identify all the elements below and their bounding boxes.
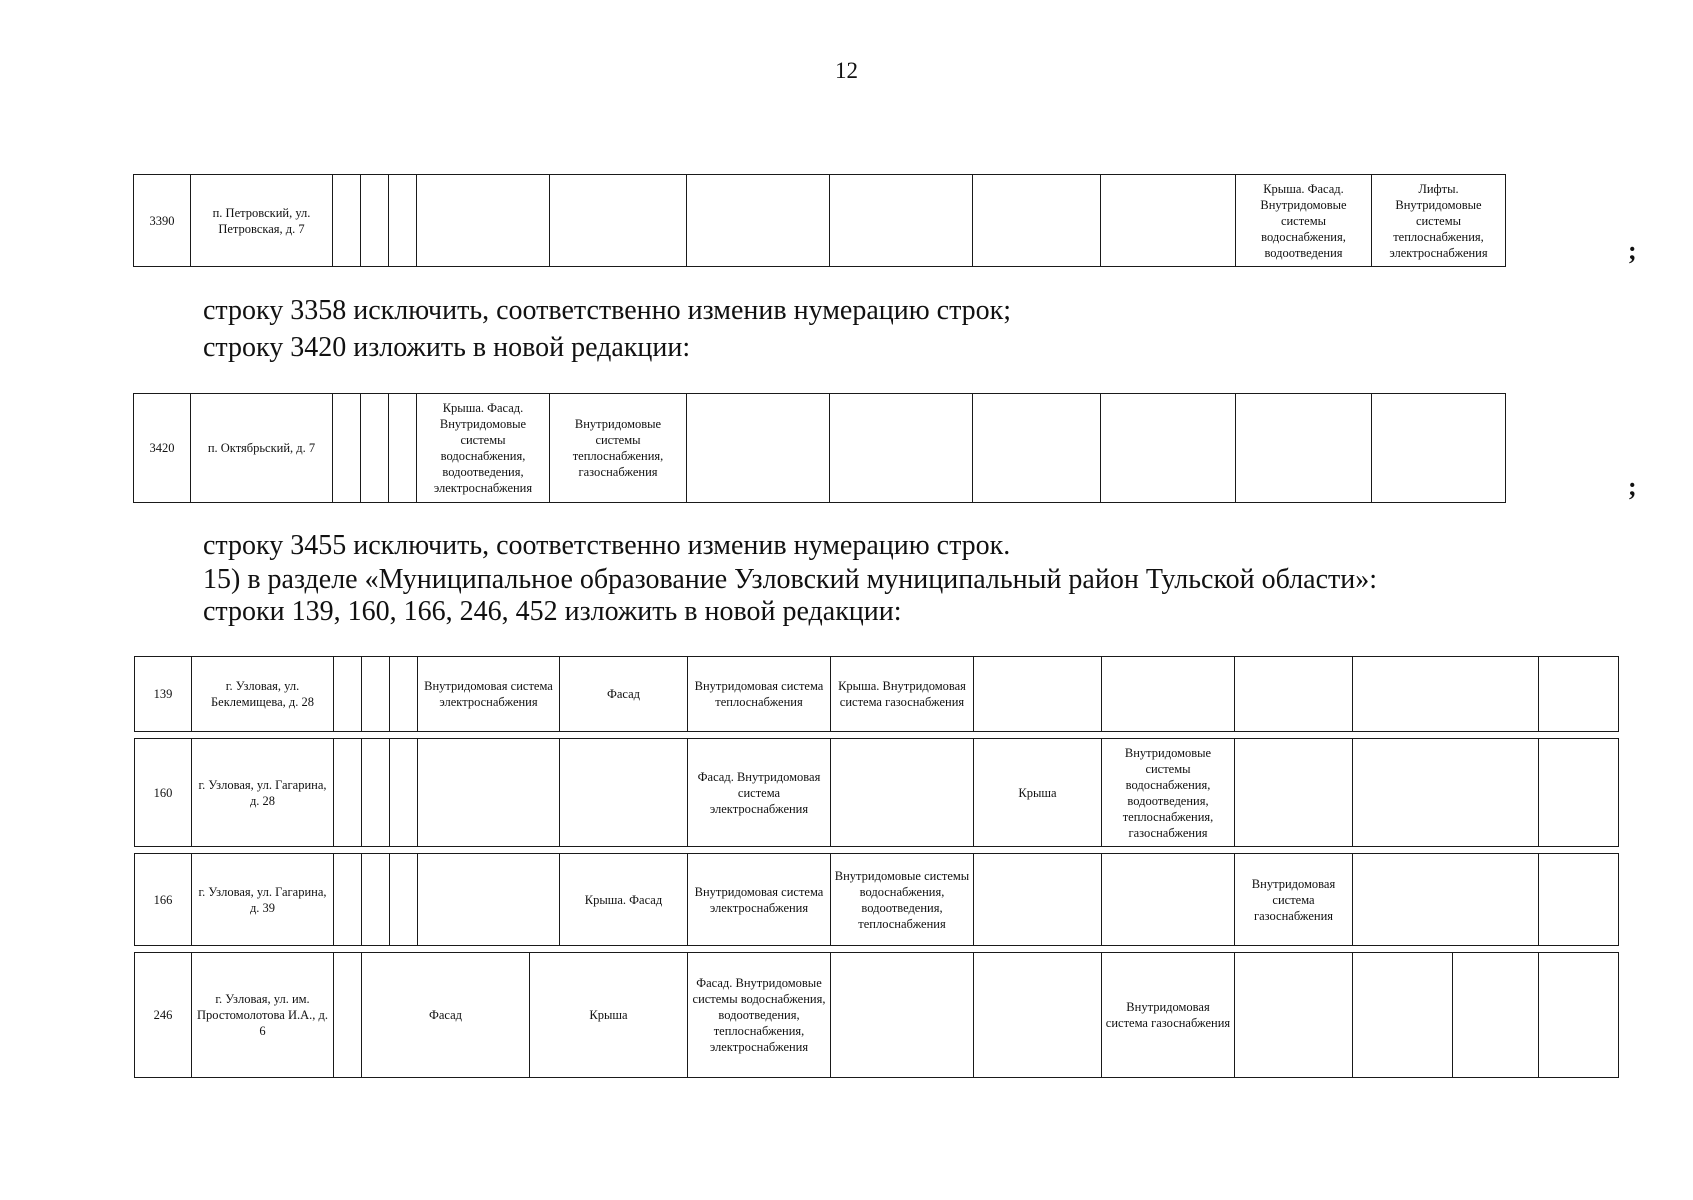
paragraph-4: 15) в разделе «Муниципальное образование Узловский муниципальный район Тульской области»: <box>203 564 1378 595</box>
row-number: 166 <box>135 854 192 946</box>
table-row-139 <box>134 656 1619 732</box>
address-cell: г. Узловая, ул. им. Простомолотова И.А., д. 6 <box>192 953 334 1078</box>
empty-cell <box>390 739 418 847</box>
empty-cell <box>1235 953 1353 1078</box>
row-number: 3420 <box>134 394 191 503</box>
empty-cell <box>974 657 1102 732</box>
empty-cell <box>1506 175 1620 267</box>
empty-cell <box>687 394 830 503</box>
row-number: 139 <box>135 657 192 732</box>
paragraph-1: строку 3358 исключить, соответственно изменив нумерацию строк; <box>203 295 1012 326</box>
empty-cell <box>830 175 973 267</box>
work-cell: Внутридомовые системы теплоснабжения, газоснабжения <box>550 394 687 503</box>
table-row-166 <box>134 853 1619 946</box>
empty-cell <box>334 739 362 847</box>
table-row-246 <box>134 952 1619 1078</box>
empty-cell <box>830 394 973 503</box>
empty-cell <box>1539 953 1619 1078</box>
empty-cell <box>1353 657 1539 732</box>
empty-cell <box>1101 394 1236 503</box>
row-number: 160 <box>135 739 192 847</box>
work-cell: Фасад <box>362 953 530 1078</box>
empty-cell <box>973 175 1101 267</box>
work-cell: Крыша. Внутридомовая система газоснабжения <box>831 657 974 732</box>
empty-cell <box>1236 394 1372 503</box>
empty-cell <box>1102 657 1235 732</box>
page-number: 12 <box>835 58 858 83</box>
empty-cell <box>1539 657 1619 732</box>
address-cell: п. Петровский, ул. Петровская, д. 7 <box>191 175 333 267</box>
table-row-3390 <box>133 174 1620 267</box>
empty-cell <box>1453 953 1539 1078</box>
work-cell: Крыша. Фасад. Внутридомовые системы водоснабжения, водоотведения <box>1236 175 1372 267</box>
empty-cell <box>333 175 361 267</box>
empty-cell <box>362 657 390 732</box>
work-cell: Крыша <box>530 953 688 1078</box>
address-cell: г. Узловая, ул. Гагарина, д. 28 <box>192 739 334 847</box>
empty-cell <box>389 175 417 267</box>
empty-cell <box>831 739 974 847</box>
empty-cell <box>418 739 560 847</box>
empty-cell <box>550 175 687 267</box>
address-cell: п. Октябрьский, д. 7 <box>191 394 333 503</box>
empty-cell <box>1353 953 1453 1078</box>
empty-cell <box>418 854 560 946</box>
empty-cell <box>974 953 1102 1078</box>
empty-cell <box>361 175 389 267</box>
table-row-160 <box>134 738 1619 847</box>
empty-cell <box>1102 854 1235 946</box>
paragraph-5: строки 139, 160, 166, 246, 452 изложить в новой редакции: <box>203 596 902 627</box>
empty-cell <box>831 953 974 1078</box>
empty-cell <box>361 394 389 503</box>
work-cell: Фасад <box>560 657 688 732</box>
work-cell: Внутридомовая система электроснабжения <box>418 657 560 732</box>
empty-cell <box>1353 854 1539 946</box>
work-cell: Внутридомовая система газоснабжения <box>1235 854 1353 946</box>
empty-cell <box>560 739 688 847</box>
work-cell: Лифты. Внутридомовые системы теплоснабжения, электроснабжения <box>1372 175 1506 267</box>
empty-cell <box>1235 657 1353 732</box>
row-number: 246 <box>135 953 192 1078</box>
work-cell: Фасад. Внутридомовая система электроснабжения <box>688 739 831 847</box>
address-cell: г. Узловая, ул. Беклемищева, д. 28 <box>192 657 334 732</box>
empty-cell <box>390 854 418 946</box>
work-cell: Внутридомовые системы водоснабжения, водоотведения, теплоснабжения <box>831 854 974 946</box>
work-cell: Крыша. Фасад <box>560 854 688 946</box>
empty-cell <box>1235 739 1353 847</box>
work-cell: Внутридомовые системы водоснабжения, водоотведения, теплоснабжения, газоснабжения <box>1102 739 1235 847</box>
empty-cell <box>334 657 362 732</box>
empty-cell <box>333 394 361 503</box>
empty-cell <box>1101 175 1236 267</box>
paragraph-3: строку 3455 исключить, соответственно изменив нумерацию строк. <box>203 530 1011 561</box>
table-row-3420 <box>133 393 1620 503</box>
empty-cell <box>334 854 362 946</box>
address-cell: г. Узловая, ул. Гагарина, д. 39 <box>192 854 334 946</box>
empty-cell <box>389 394 417 503</box>
semicolon: ; <box>1628 472 1637 501</box>
empty-cell <box>1353 739 1539 847</box>
work-cell: Крыша. Фасад. Внутридомовые системы водоснабжения, водоотведения, электроснабжения <box>417 394 550 503</box>
empty-cell <box>687 175 830 267</box>
work-cell: Внутридомовая система теплоснабжения <box>688 657 831 732</box>
empty-cell <box>334 953 362 1078</box>
empty-cell <box>362 854 390 946</box>
work-cell: Внутридомовая система электроснабжения <box>688 854 831 946</box>
work-cell: Крыша <box>974 739 1102 847</box>
empty-cell <box>1539 739 1619 847</box>
empty-cell <box>390 657 418 732</box>
empty-cell <box>1506 394 1620 503</box>
semicolon: ; <box>1628 236 1637 265</box>
paragraph-2: строку 3420 изложить в новой редакции: <box>203 332 691 363</box>
work-cell: Внутридомовая система газоснабжения <box>1102 953 1235 1078</box>
empty-cell <box>1539 854 1619 946</box>
empty-cell <box>1372 394 1506 503</box>
empty-cell <box>417 175 550 267</box>
work-cell: Фасад. Внутридомовые системы водоснабжения, водоотведения, теплоснабжения, электроснабжения <box>688 953 831 1078</box>
empty-cell <box>974 854 1102 946</box>
empty-cell <box>973 394 1101 503</box>
row-number: 3390 <box>134 175 191 267</box>
empty-cell <box>362 739 390 847</box>
